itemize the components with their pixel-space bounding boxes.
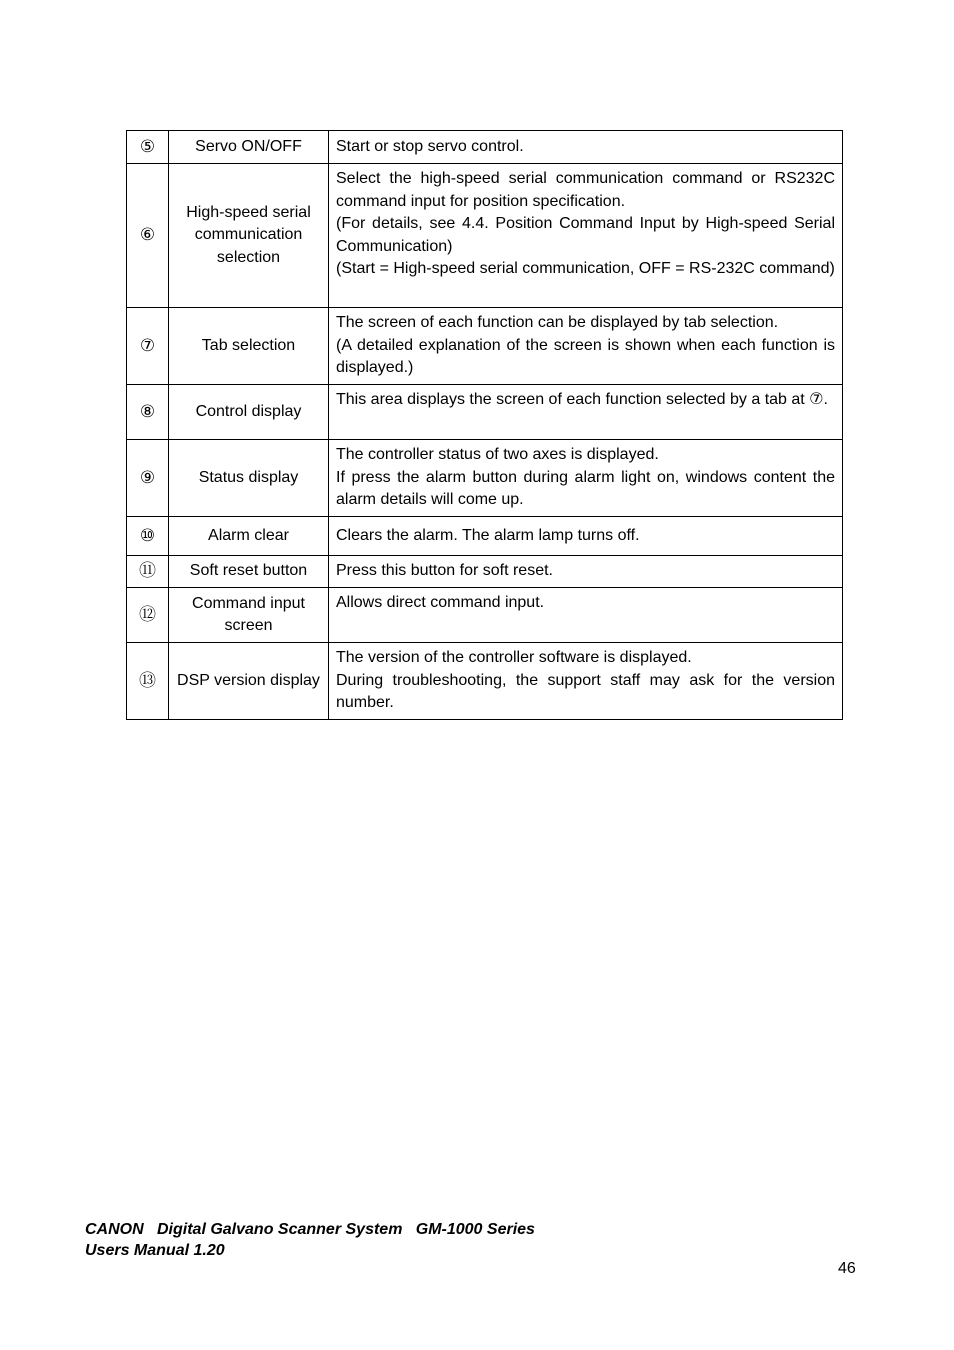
description-line: The screen of each function can be displayed by tab selection. [336,314,779,331]
item-name: High-speed serial communication selection [169,164,329,308]
item-description [329,131,843,164]
item-name: Status display [169,440,329,517]
description-line: Clears the alarm. The alarm lamp turns off. [336,526,640,544]
item-number: ⑥ [127,164,169,308]
description-line: The controller status of two axes is displayed. [336,446,659,463]
table-row [127,588,843,643]
item-name: Control display [169,385,329,440]
description-line: (For details, see 4.4. Position Command Input by High-speed Serial Communication) [336,215,835,255]
footer-manual-version: Users Manual 1.20 [85,1242,225,1259]
table-row [127,440,843,517]
table-row [127,164,843,308]
item-number: ⑩ [127,517,169,556]
item-number: ⑦ [127,308,169,385]
table-row [127,385,843,440]
footer-product-line: CANON Digital Galvano Scanner System GM-1000 Series [85,1221,535,1238]
document-footer [85,1219,535,1261]
item-description [329,308,843,385]
description-line: This area displays the screen of each function selected by a tab at ⑦. [336,391,828,408]
item-name: Alarm clear [169,517,329,556]
page-number: 46 [838,1260,856,1277]
table-row [127,556,843,588]
item-description [329,385,843,440]
item-number: ⑨ [127,440,169,517]
item-description [329,440,843,517]
description-line: Press this button for soft reset. [336,562,553,580]
table-row [127,643,843,720]
item-number: ⑪ [127,556,169,588]
item-number: ⑬ [127,643,169,720]
item-description [329,643,843,720]
item-name: Command input screen [169,588,329,643]
description-line: During troubleshooting, the support staff may ask for the version number. [336,671,835,711]
table-row [127,517,843,556]
description-line: If press the alarm button during alarm light on, windows content the alarm details will come up. [336,468,835,508]
item-number: ⑤ [127,131,169,164]
item-number: ⑧ [127,385,169,440]
description-line: Start or stop servo control. [336,137,524,155]
description-line: Allows direct command input. [336,594,545,611]
item-number: ⑫ [127,588,169,643]
item-description [329,588,843,643]
function-description-table [126,130,843,720]
table-row [127,131,843,164]
item-name: DSP version display [169,643,329,720]
description-line: (A detailed explanation of the screen is shown when each function is displayed.) [336,336,835,376]
description-line: Select the high-speed serial communication command or RS232C command input for position specification. [336,170,835,210]
item-name: Tab selection [169,308,329,385]
item-description [329,556,843,588]
item-name: Soft reset button [169,556,329,588]
description-line: The version of the controller software is displayed. [336,649,692,666]
item-description [329,517,843,556]
description-line: (Start = High-speed serial communication, OFF = RS-232C command) [336,260,835,277]
table-row [127,308,843,385]
item-name: Servo ON/OFF [169,131,329,164]
item-description [329,164,843,308]
